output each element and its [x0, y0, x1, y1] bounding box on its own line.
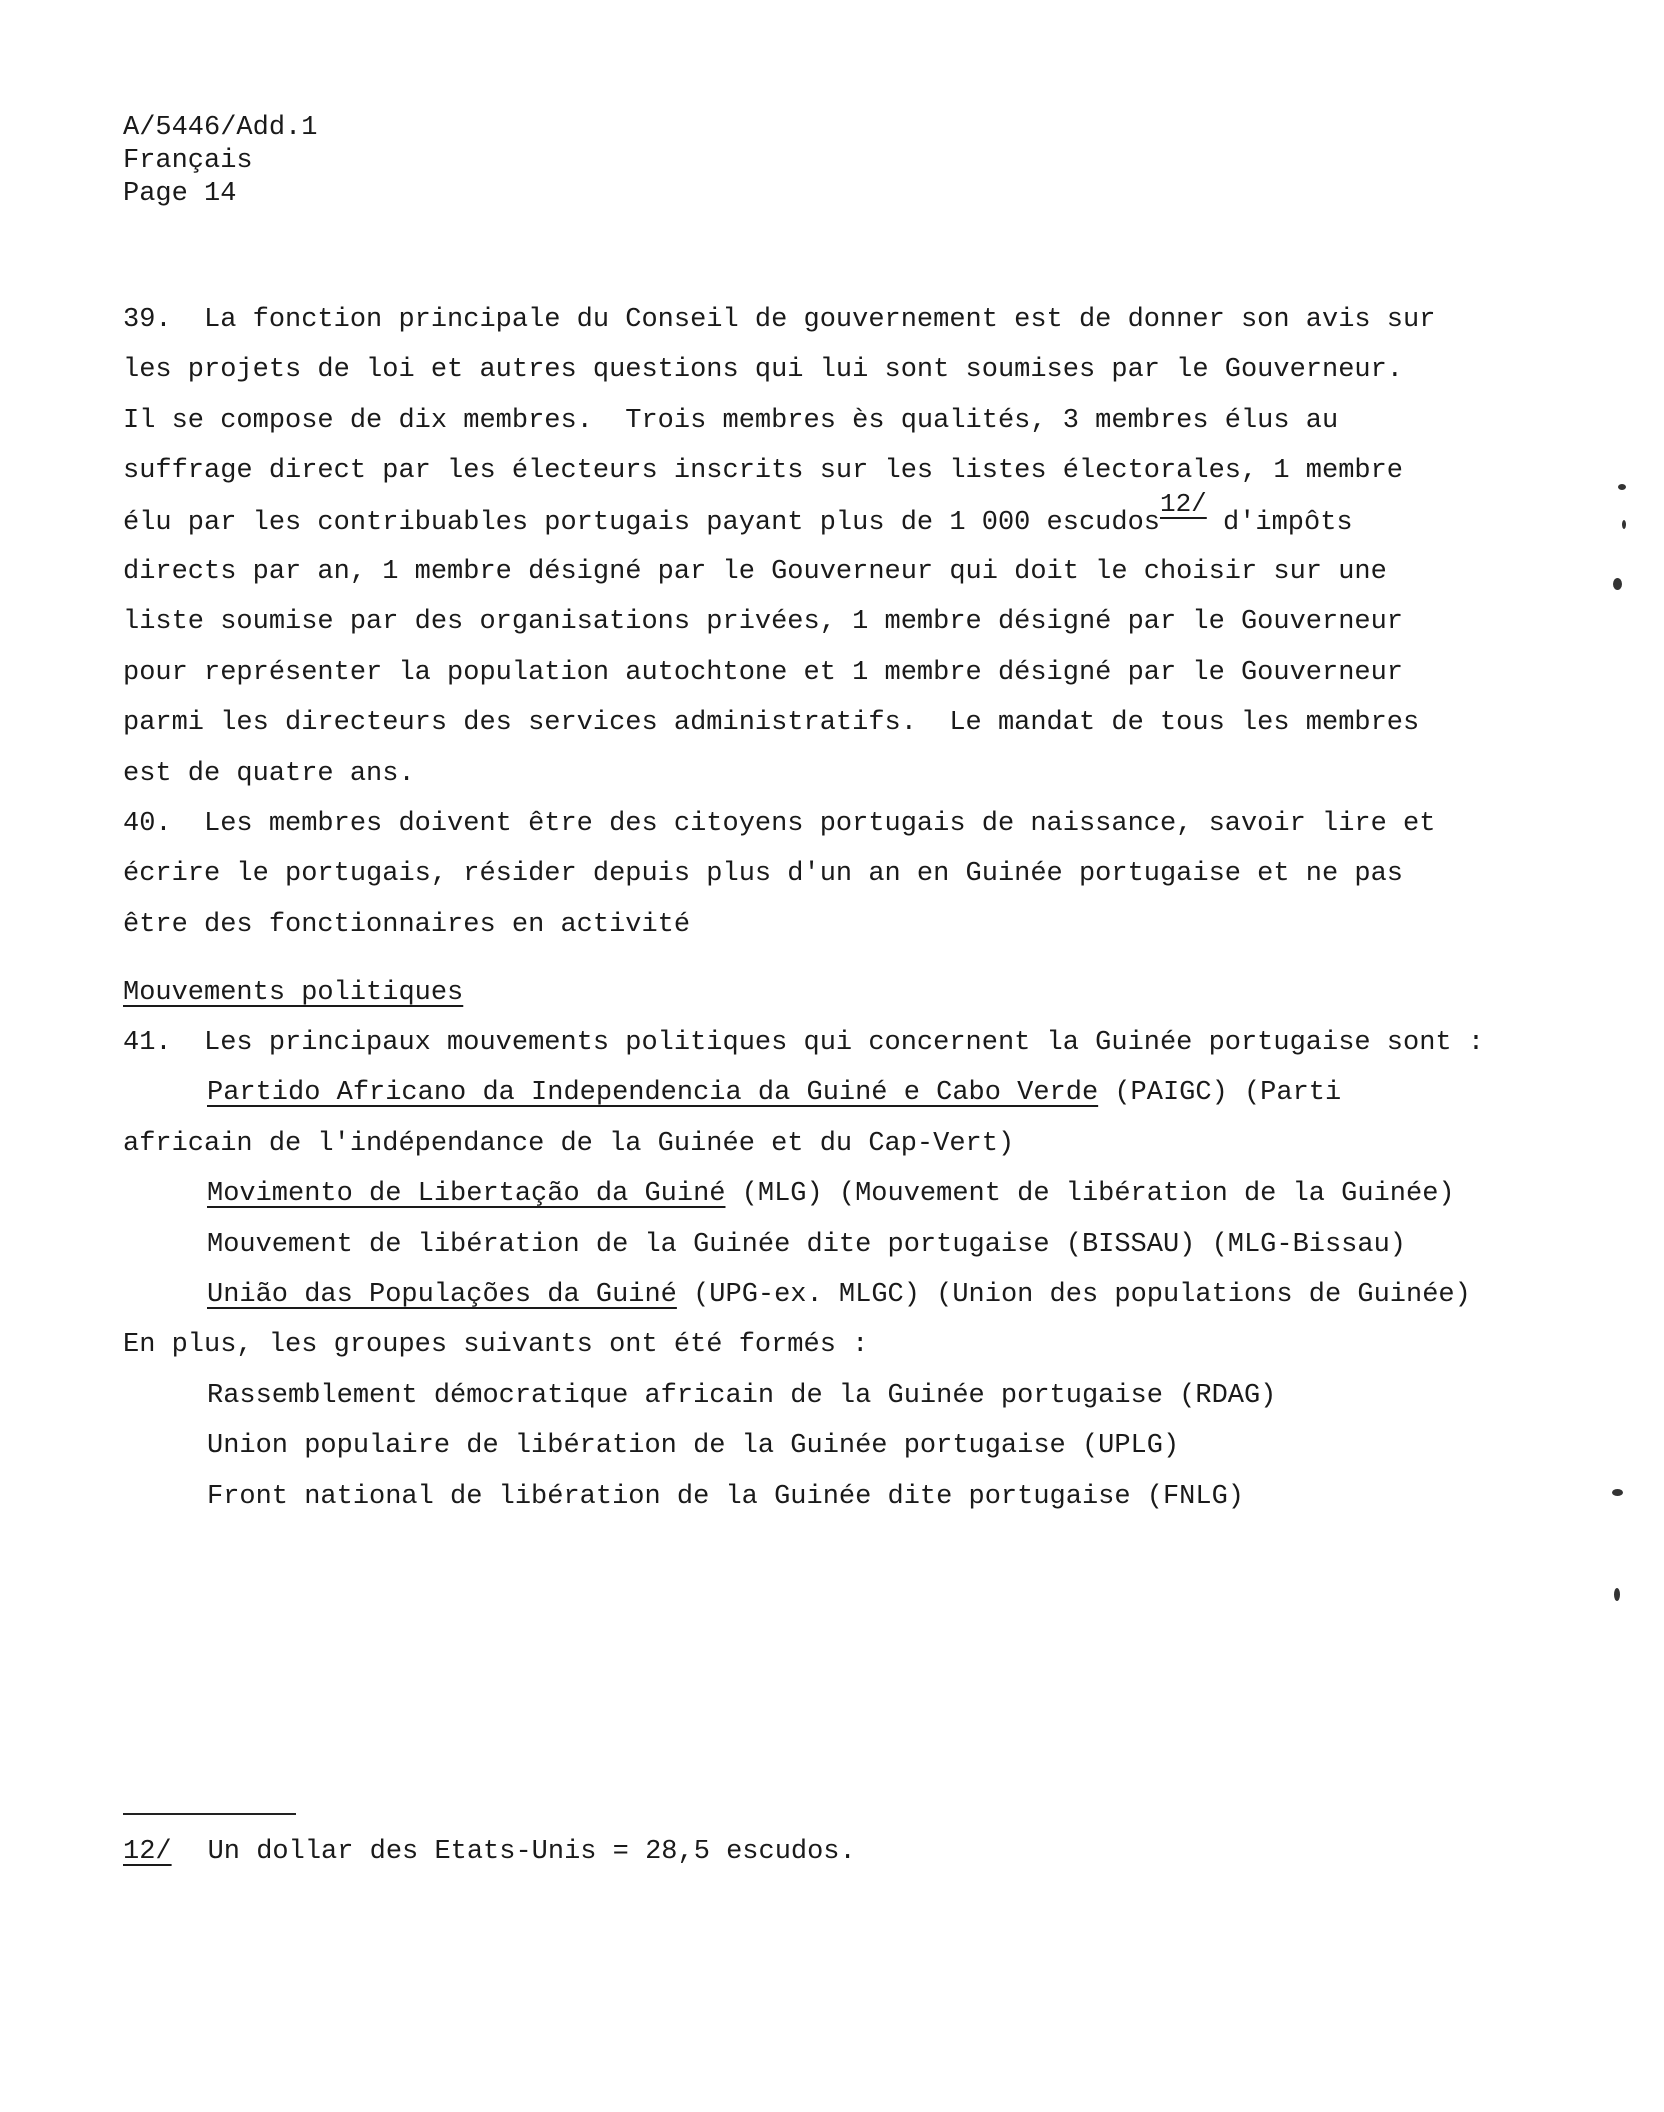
text-line: parmi les directeurs des services administratifs. Le mandat de tous les membres — [123, 708, 1420, 739]
scan-speck — [1612, 1489, 1623, 1496]
movement-detail: (PAIGC) (Parti — [1098, 1078, 1342, 1109]
text-span: élu par les contribuables portugais payant plus de 1 000 escudos — [123, 507, 1160, 538]
text-line: 39. La fonction principale du Conseil de gouvernement est de donner son avis sur — [123, 305, 1436, 335]
movement-name: Movimento de Libertação da Guiné — [207, 1179, 726, 1210]
scan-speck — [1613, 578, 1622, 590]
paragraph-40 — [123, 799, 1543, 950]
movement-detail: (MLG) (Mouvement de libération de la Guinée) — [725, 1179, 1455, 1210]
document-header — [123, 112, 317, 211]
paragraph-39 — [123, 295, 1543, 799]
movement-mlg — [123, 1169, 1484, 1219]
footnote — [123, 1837, 856, 1867]
text-line: 41. Les principaux mouvements politiques qui concernent la Guinée portugaise sont : — [123, 1028, 1485, 1058]
text-line: africain de l'indépendance de la Guinée et du Cap-Vert) — [123, 1128, 1015, 1159]
text-line: 40. Les membres doivent être des citoyens portugais de naissance, savoir lire et — [123, 809, 1436, 839]
group-rdag: Rassemblement démocratique africain de la Guinée portugaise (RDAG) — [207, 1380, 1277, 1411]
text-line: En plus, les groupes suivants ont été formés : — [123, 1330, 869, 1361]
text-span: d'impôts — [1206, 507, 1353, 538]
scan-speck — [1614, 1588, 1620, 1601]
footnote-reference[interactable] — [1160, 489, 1207, 519]
text-line: directs par an, 1 membre désigné par le Gouverneur qui doit le choisir sur une — [123, 556, 1387, 587]
scan-speck — [1618, 484, 1626, 490]
text-line: écrire le portugais, résider depuis plus d'un an en Guinée portugaise et ne pas — [123, 859, 1404, 890]
footnote-text: Un dollar des Etats-Unis = 28,5 escudos. — [207, 1837, 856, 1867]
group-uplg: Union populaire de libération de la Guinée portugaise (UPLG) — [207, 1431, 1180, 1462]
text-line: Il se compose de dix membres. Trois membres ès qualités, 3 membres élus au — [123, 405, 1339, 436]
movement-paigc — [123, 1068, 1484, 1118]
movement-detail: (UPG-ex. MLGC) (Union des populations de Guinée) — [676, 1279, 1471, 1310]
movement-name: Partido Africano da Independencia da Guiné e Cabo Verde — [207, 1078, 1099, 1109]
movement-upg — [123, 1270, 1484, 1320]
section-heading: Mouvements politiques — [123, 978, 464, 1008]
footnote-mark: 12/ — [123, 1837, 172, 1867]
paragraph-41 — [123, 1018, 1484, 1522]
document-language: Français — [123, 146, 253, 176]
text-line: les projets de loi et autres questions qui lui sont soumises par le Gouverneur. — [123, 355, 1404, 386]
text-line — [123, 488, 1543, 547]
scan-speck — [1622, 520, 1626, 529]
movement-name: União das Populações da Guiné — [207, 1279, 677, 1310]
text-line: pour représenter la population autochtone et 1 membre désigné par le Gouverneur — [123, 657, 1404, 688]
document-symbol: A/5446/Add.1 — [123, 113, 318, 143]
movement-mlg-bissau: Mouvement de libération de la Guinée dite portugaise (BISSAU) (MLG-Bissau) — [207, 1229, 1406, 1260]
page-number: Page 14 — [123, 179, 237, 209]
group-fnlg: Front national de libération de la Guinée dite portugaise (FNLG) — [207, 1481, 1244, 1512]
text-line: est de quatre ans. — [123, 758, 415, 789]
footnote-separator — [123, 1813, 296, 1815]
text-line: suffrage direct par les électeurs inscrits sur les listes électorales, 1 membre — [123, 456, 1404, 487]
text-line: liste soumise par des organisations privées, 1 membre désigné par le Gouverneur — [123, 607, 1404, 638]
footnote-reference-number: 12/ — [1159, 488, 1207, 519]
text-line: être des fonctionnaires en activité — [123, 909, 691, 940]
